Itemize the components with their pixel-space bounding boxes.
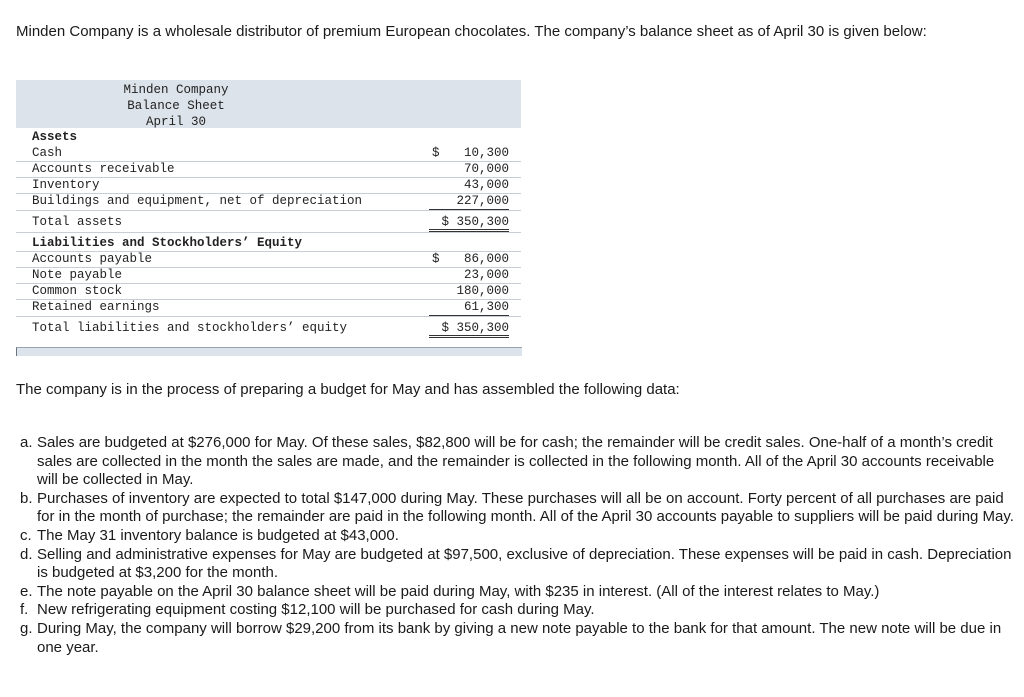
company-name: Minden Company: [123, 83, 229, 97]
liability-label: Common stock: [32, 284, 123, 298]
asset-value: 70,000: [463, 162, 509, 176]
total-assets-label: Total assets: [32, 215, 123, 229]
budget-intro-text: The company is in the process of preparing a budget for May and has assembled the following data:: [16, 381, 680, 398]
item-text: During May, the company will borrow $29,200 from its bank by giving a new note payable to the bank for that amount. The new note will be due in one year.: [37, 619, 1002, 656]
list-item: [20, 546, 1015, 583]
liability-value: 61,300: [429, 299, 509, 316]
item-text: Sales are budgeted at $276,000 for May. Of these sales, $82,800 will be for cash; the remainder will be credit sales. One-half of a month’s credit sales are collected in the month the sales are made, and the remainder is collected in the following month. All of the April 30 accounts receivable will be collected in May.: [37, 434, 995, 489]
item-marker: d.: [20, 545, 33, 563]
liability-value: 86,000: [463, 252, 509, 266]
budget-data-list: [20, 434, 1015, 657]
statement-date: April 30: [145, 115, 206, 129]
liability-label: Note payable: [32, 268, 123, 282]
item-marker: c.: [20, 526, 32, 544]
asset-label: Cash: [32, 146, 63, 160]
list-item: [20, 527, 1015, 546]
liabilities-heading: Liabilities and Stockholders’ Equity: [32, 236, 303, 250]
asset-label: Inventory: [32, 178, 100, 192]
list-item: [20, 601, 1015, 620]
item-text: Purchases of inventory are expected to total $147,000 during May. These purchases will all be on account. Forty percent of all purchases are paid for in the month of purchase; the remainder are paid in the following month. All of the April 30 accounts payable to suppliers will be paid during May.: [37, 489, 1014, 526]
item-text: New refrigerating equipment costing $12,100 will be purchased for cash during May.: [37, 601, 595, 619]
item-marker: g.: [20, 619, 33, 637]
balance-sheet-footer: [16, 347, 522, 356]
asset-value: 227,000: [429, 193, 509, 210]
asset-value: 10,300: [463, 146, 509, 160]
item-text: The May 31 inventory balance is budgeted at $43,000.: [37, 526, 399, 544]
liability-value: 180,000: [456, 284, 509, 298]
list-item: [20, 490, 1015, 527]
liability-label: Accounts payable: [32, 252, 153, 266]
item-marker: e.: [20, 582, 33, 600]
asset-dollar: $: [432, 146, 440, 160]
list-item: [20, 583, 1015, 602]
total-liabilities-value: $ 350,300: [429, 320, 509, 338]
statement-title: Balance Sheet: [127, 99, 225, 113]
list-item: [20, 620, 1015, 657]
item-marker: f.: [20, 601, 29, 619]
total-liabilities-label: Total liabilities and stockholders’ equity: [32, 321, 348, 335]
liability-dollar: $: [432, 252, 440, 266]
asset-label: Accounts receivable: [32, 162, 175, 176]
assets-heading: Assets: [32, 130, 78, 144]
balance-sheet-table: [16, 80, 521, 335]
balance-sheet-header: [16, 80, 521, 128]
item-text: The note payable on the April 30 balance sheet will be paid during May, with $235 in interest. (All of the interest relates to May.): [37, 582, 880, 600]
asset-label: Buildings and equipment, net of depreciation: [32, 194, 363, 208]
total-assets-value: $ 350,300: [429, 214, 509, 232]
item-marker: b.: [20, 489, 33, 507]
intro-paragraph: Minden Company is a wholesale distributor of premium European chocolates. The company’s balance sheet as of April 30 is given below:: [16, 23, 927, 40]
item-text: Selling and administrative expenses for May are budgeted at $97,500, exclusive of depreciation. These expenses will be paid in cash. Depreciation is budgeted at $3,200 for the month.: [37, 545, 1012, 582]
liability-label: Retained earnings: [32, 300, 160, 314]
item-marker: a.: [20, 434, 33, 451]
list-item: [20, 434, 1015, 490]
asset-value: 43,000: [463, 178, 509, 192]
liability-value: 23,000: [463, 268, 509, 282]
